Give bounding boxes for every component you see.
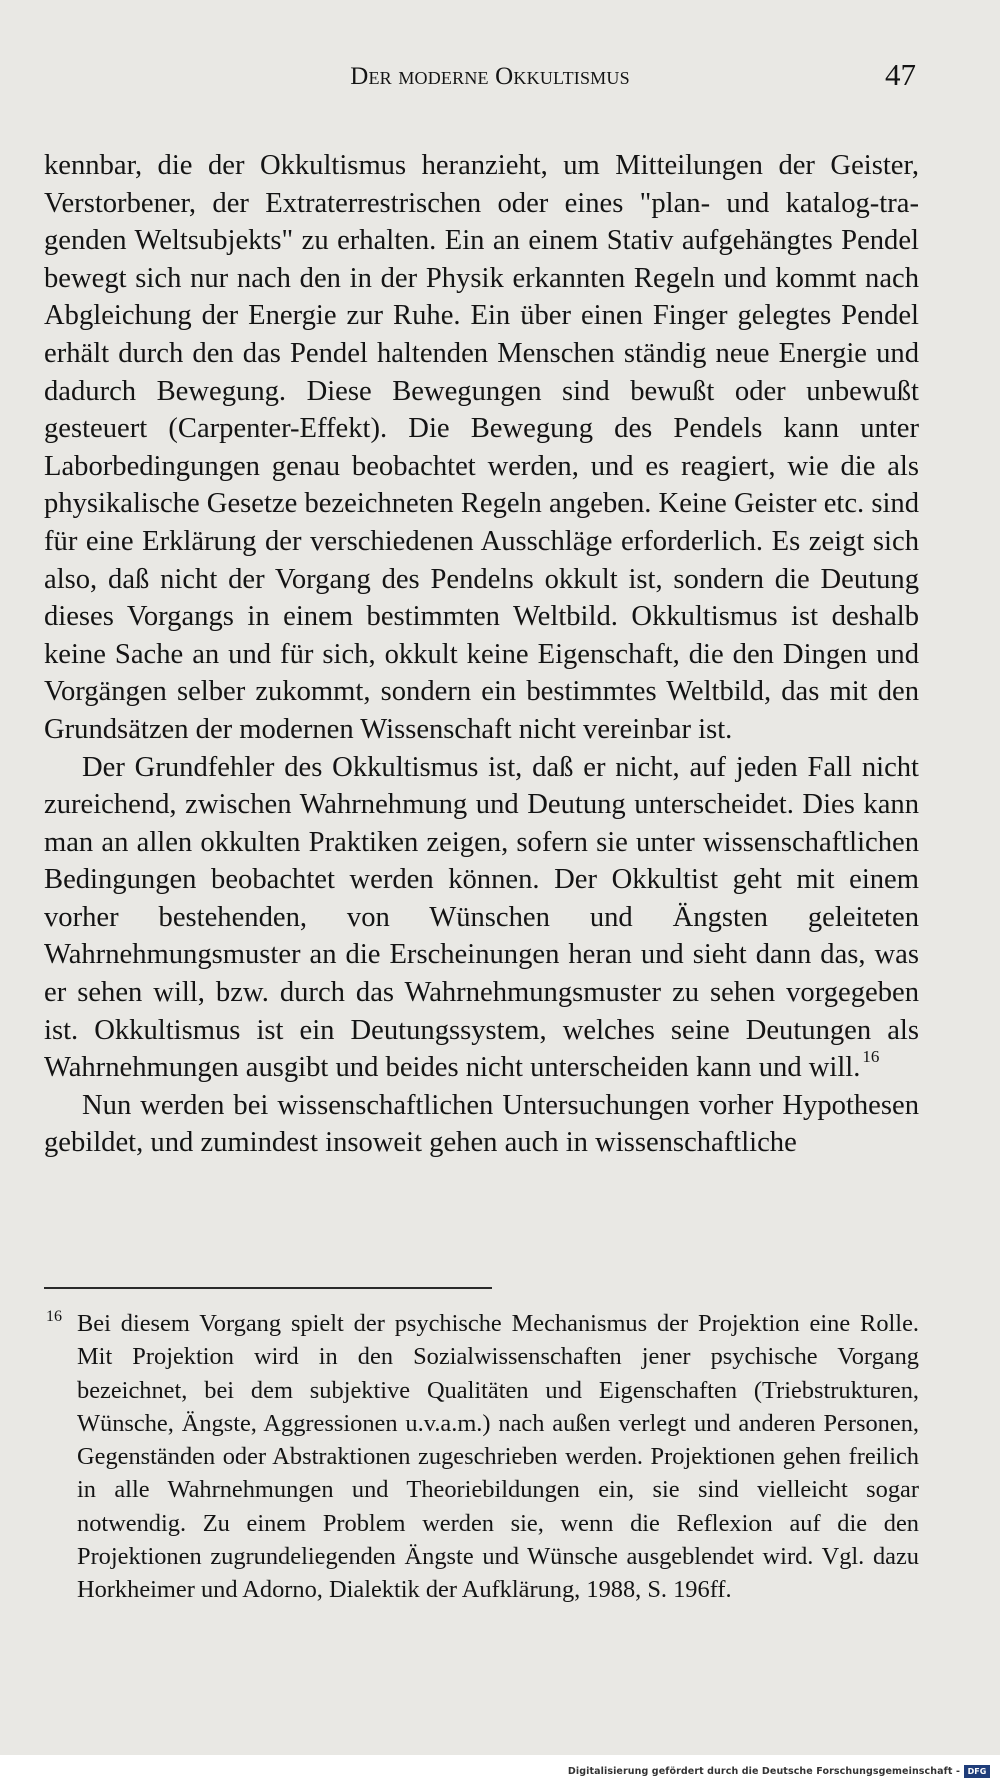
footnote-reference: 16 bbox=[862, 1046, 880, 1066]
footnote-text: Bei diesem Vorgang spielt der psychische Mechanismus der Projektion eine Rolle. Mit Projektion wird in den Sozialwissenschaften jener psychische Vorgang bezeichnet, bei dem subjektive Qualitäten und Eigenschaften (Triebstrukturen, Wünsche, Ängste, Aggressionen u.v.a.m.) nach außen verlegt und anderen Personen, Gegenständen oder Abstraktionen zugeschrieben werden. Projektionen gehen freilich in alle Wahrnehmungen und Theoriebildungen ein, sie sind vielleicht sogar notwendig. Zu einem Problem werden sie, wenn die Reflexion auf die den Projektionen zugrundeliegenden Ängste und Wünsche ausgeblendet wird. Vgl. dazu Horkheimer und Adorno, Dialektik der Aufklärung, 1988, S. 196ff. bbox=[77, 1310, 919, 1604]
paragraph-3: Nun werden bei wissenschaftlichen Untersuchungen vorher Hypothesen gebildet, und zumindest insoweit gehen auch in wissenschaftliche bbox=[44, 1089, 919, 1159]
paragraph-1: kennbar, die der Okkultismus heranzieht, um Mitteilungen der Geister, Verstorbener, der Extraterrestrischen oder eines "plan- und katalog-tragenden Weltsubjekts" zu erhalten. Ein an einem Stativ aufgehängtes Pendel bewegt sich nur nach den in der Physik erkannten Regeln und kommt nach Abgleichung der Energie zur Ruhe. Ein über einen Finger gelegtes Pendel erhält durch den das Pendel haltenden Menschen ständig neue Energie und dadurch Bewegung. Diese Bewegungen sind bewußt oder unbewußt gesteuert (Carpenter-Effekt). Die Bewegung des Pendels kann unter Laborbedingungen genau beobachtet werden, und es reagiert, wie die als physikalische Gesetze bezeichneten Regeln angeben. Keine Geister etc. sind für eine Erklärung der verschiedenen Ausschläge erforderlich. Es zeigt sich also, daß nicht der Vorgang des Pendelns okkult ist, sondern die Deutung dieses Vorgangs in einem bestimmten Weltbild. Okkultismus ist deshalb keine Sache an und für sich, okkult keine Eigenschaft, die den Dingen und Vorgängen selber zukommt, sondern ein bestimmtes Weltbild, das mit den Grundsätzen der modernen Wissenschaft nicht vereinbar ist. bbox=[44, 150, 919, 745]
page-number: 47 bbox=[885, 57, 916, 92]
digitization-credit: Digitalisierung gefördert durch die Deutsche Forschungsgemeinschaft - bbox=[567, 1766, 960, 1777]
dfg-logo: DFG bbox=[964, 1765, 990, 1778]
footnote bbox=[44, 1307, 919, 1607]
footnote-separator bbox=[44, 1287, 492, 1289]
digitization-credit-bar bbox=[0, 1755, 1000, 1790]
paragraph-2-text: Der Grundfehler des Okkultismus ist, daß er nicht, auf jeden Fall nicht zureichend, zwischen Wahrnehmung und Deutung unterscheidet. Dies kann man an allen okkulten Praktiken zeigen, sofern sie unter wissenschaftlichen Bedingungen beobachtet werden können. Der Okkultist geht mit einem vorher bestehenden, von Wünschen und Ängsten geleiteten Wahrnehmungsmuster an die Erscheinungen heran und sieht dann das, was er sehen will, bzw. durch das Wahrnehmungsmuster zu sehen vorgegeben ist. Okkultismus ist ein Deutungssystem, welches seine Deutungen als Wahrnehmungen ausgibt und beides nicht unterscheiden kann und will. bbox=[44, 751, 919, 1084]
footnote-number: 16 bbox=[46, 1308, 62, 1325]
body-text bbox=[44, 147, 919, 1162]
running-header-title: Der moderne Okkultismus bbox=[350, 63, 630, 90]
paragraph-2 bbox=[44, 749, 919, 1087]
